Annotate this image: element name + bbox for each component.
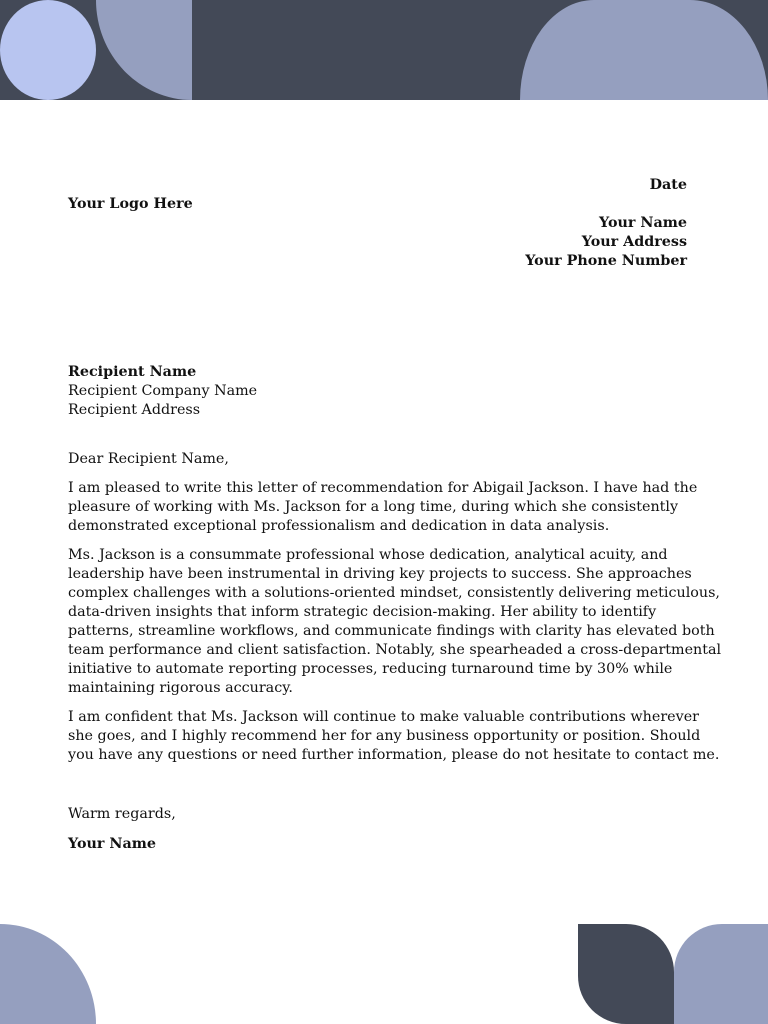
decorative-quarter-circle [96,0,192,100]
sender-name: Your Name [599,215,687,231]
paragraph-line: you have any questions or need further information, please do not hesitate to contact me. [68,747,720,763]
decorative-circle [0,0,96,100]
recipient-company: Recipient Company Name [68,383,258,399]
body-paragraph-3 [68,708,720,765]
paragraph-line: initiative to automate reporting processes, reducing turnaround time by 30% while [68,661,673,677]
sender-phone: Your Phone Number [525,253,687,269]
salutation: Dear Recipient Name, [68,451,229,467]
paragraph-line: maintaining rigorous accuracy. [68,680,293,696]
closing: Warm regards, [68,806,176,822]
logo-placeholder: Your Logo Here [68,196,193,212]
header-decoration [0,0,768,100]
paragraph-line: data-driven insights that inform strategic decision-making. Her ability to identify [68,604,657,620]
paragraph-line: Ms. Jackson is a consummate professional whose dedication, analytical acuity, and [68,547,668,563]
paragraph-line: leadership have been instrumental in driving key projects to success. She approaches [68,566,692,582]
paragraph-line: I am pleased to write this letter of recommendation for Abigail Jackson. I have had the [68,480,698,496]
paragraph-line: complex challenges with a solutions-oriented mindset, consistently delivering meticulous, [68,585,720,601]
paragraph-line: patterns, streamline workflows, and communicate findings with clarity has elevated both [68,623,715,639]
sender-address: Your Address [581,234,687,250]
paragraph-line: pleasure of working with Ms. Jackson for a long time, during which she consistently [68,499,679,515]
body-paragraph-2 [68,546,722,698]
recipient-address: Recipient Address [68,402,201,418]
footer-decoration-light [674,924,768,1024]
recipient-name: Recipient Name [68,364,197,380]
date-label: Date [649,177,687,193]
footer-decoration-dark [578,924,674,1024]
paragraph-line: she goes, and I highly recommend her for any business opportunity or position. Should [68,728,701,744]
paragraph-line: team performance and client satisfaction. Notably, she spearheaded a cross-departmental [68,642,722,658]
signature-name: Your Name [68,836,156,852]
paragraph-line: demonstrated exceptional professionalism and dedication in data analysis. [68,518,610,534]
paragraph-line: I am confident that Ms. Jackson will continue to make valuable contributions wherever [68,709,700,725]
footer-decoration-left [0,924,96,1024]
body-paragraph-1 [68,479,708,536]
